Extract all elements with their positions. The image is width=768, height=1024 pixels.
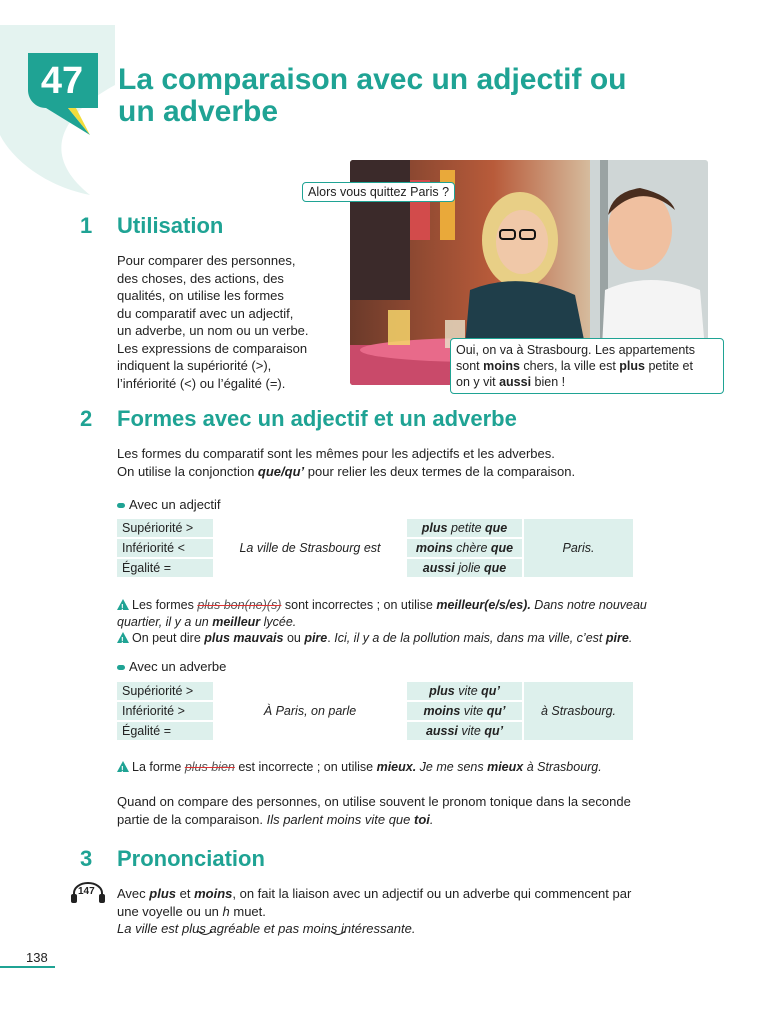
audio-track-number: 147	[78, 886, 95, 897]
table-subject: La ville de Strasbourg est	[215, 519, 405, 577]
answer-line: Oui, on va à Strasbourg. Les appartements	[456, 343, 696, 357]
question-bubble	[302, 182, 455, 202]
adjective-table	[115, 517, 635, 579]
section2-number: 2	[80, 406, 93, 431]
answer-bubble	[450, 338, 724, 394]
table-form: moins chère que	[407, 539, 522, 557]
section1-text	[117, 252, 342, 392]
answer-line: sont moins chers, la ville est plus petite et	[456, 359, 693, 373]
adverb-table	[115, 680, 635, 742]
chapter-title	[118, 64, 718, 128]
warning-meilleur: !Les formes plus bon(ne)(s) sont incorrectes ; on utilise meilleur(e/s/es). Dans notre nouveau quartier, il y a un meilleur lycée.	[117, 597, 717, 631]
bullet-icon	[117, 665, 125, 670]
table-end: à Strasbourg.	[524, 682, 633, 740]
table-row-label: Égalité =	[117, 722, 213, 740]
liaison-marks	[196, 930, 356, 938]
table-row-label: Égalité =	[117, 559, 213, 577]
tonic-pronoun-note	[117, 793, 737, 828]
answer-line: on y vit aussi bien !	[456, 375, 566, 389]
warning-icon	[117, 599, 129, 610]
note-line: Quand on compare des personnes, on utilise souvent le pronom tonique dans la seconde	[117, 794, 631, 809]
table-row-label: Infériorité <	[117, 539, 213, 557]
table-form: moins vite qu’	[407, 702, 522, 720]
question-text: Alors vous quittez Paris ?	[308, 185, 450, 199]
bullet-icon	[117, 503, 125, 508]
intro-line: Les formes du comparatif sont les mêmes pour les adjectifs et les adverbes.	[117, 446, 555, 461]
warning-icon	[117, 761, 129, 772]
chapter-title-line1: La comparaison avec un adjectif ou	[118, 63, 627, 96]
note-line: partie de la comparaison. Ils parlent moins vite que toi.	[117, 811, 434, 827]
section3-number: 3	[80, 846, 93, 871]
section1-line: des choses, des actions, des	[117, 270, 284, 286]
warning-icon	[117, 632, 129, 643]
pronunciation-example: La ville est plus agréable et pas moins intéressante.	[117, 921, 416, 936]
section1-line: du comparatif avec un adjectif,	[117, 305, 294, 321]
section1-line: Pour comparer des personnes,	[117, 253, 296, 268]
page-number: 138	[26, 950, 48, 965]
section1-line: l’infériorité (<) ou l’égalité (=).	[117, 375, 286, 391]
table-form: plus vite qu’	[407, 682, 522, 700]
adjective-heading: Avec un adjectif	[117, 497, 221, 512]
section1-title: Utilisation	[117, 213, 224, 238]
table-form: plus petite que	[407, 519, 522, 537]
table-end: Paris.	[524, 519, 633, 577]
table-form: aussi vite qu’	[407, 722, 522, 740]
page-number-underline	[0, 966, 55, 968]
section2-intro	[117, 445, 737, 480]
table-row-label: Infériorité >	[117, 702, 213, 720]
table-row-label: Supériorité >	[117, 682, 213, 700]
pronunciation-line: Avec plus et moins, on fait la liaison avec un adjectif ou un adverbe qui commencent par	[117, 886, 632, 901]
section2-title: Formes avec un adjectif et un adverbe	[117, 406, 517, 431]
chapter-number: 47	[40, 60, 84, 102]
warning-mieux: !La forme plus bien est incorrecte ; on utilise mieux. Je me sens mieux à Strasbourg.	[117, 759, 717, 776]
section1-line: indiquent la supériorité (>),	[117, 358, 272, 373]
section3-title: Prononciation	[117, 846, 265, 871]
chapter-title-line2: un adverbe	[118, 95, 279, 128]
table-row-label: Supériorité >	[117, 519, 213, 537]
section1-number: 1	[80, 213, 93, 238]
intro-line: On utilise la conjonction que/qu’ pour relier les deux termes de la comparaison.	[117, 463, 576, 479]
pronunciation-line: une voyelle ou un h muet.	[117, 903, 266, 919]
adverb-heading: Avec un adverbe	[117, 659, 226, 674]
section1-line: un adverbe, un nom ou un verbe.	[117, 323, 309, 338]
warning-pire: !On peut dire plus mauvais ou pire. Ici, il y a de la pollution mais, dans ma ville, c’est pire.	[117, 630, 737, 647]
table-form: aussi jolie que	[407, 559, 522, 577]
table-subject: À Paris, on parle	[215, 682, 405, 740]
section1-line: Les expressions de comparaison	[117, 340, 308, 356]
section1-line: qualités, on utilise les formes	[117, 288, 284, 303]
